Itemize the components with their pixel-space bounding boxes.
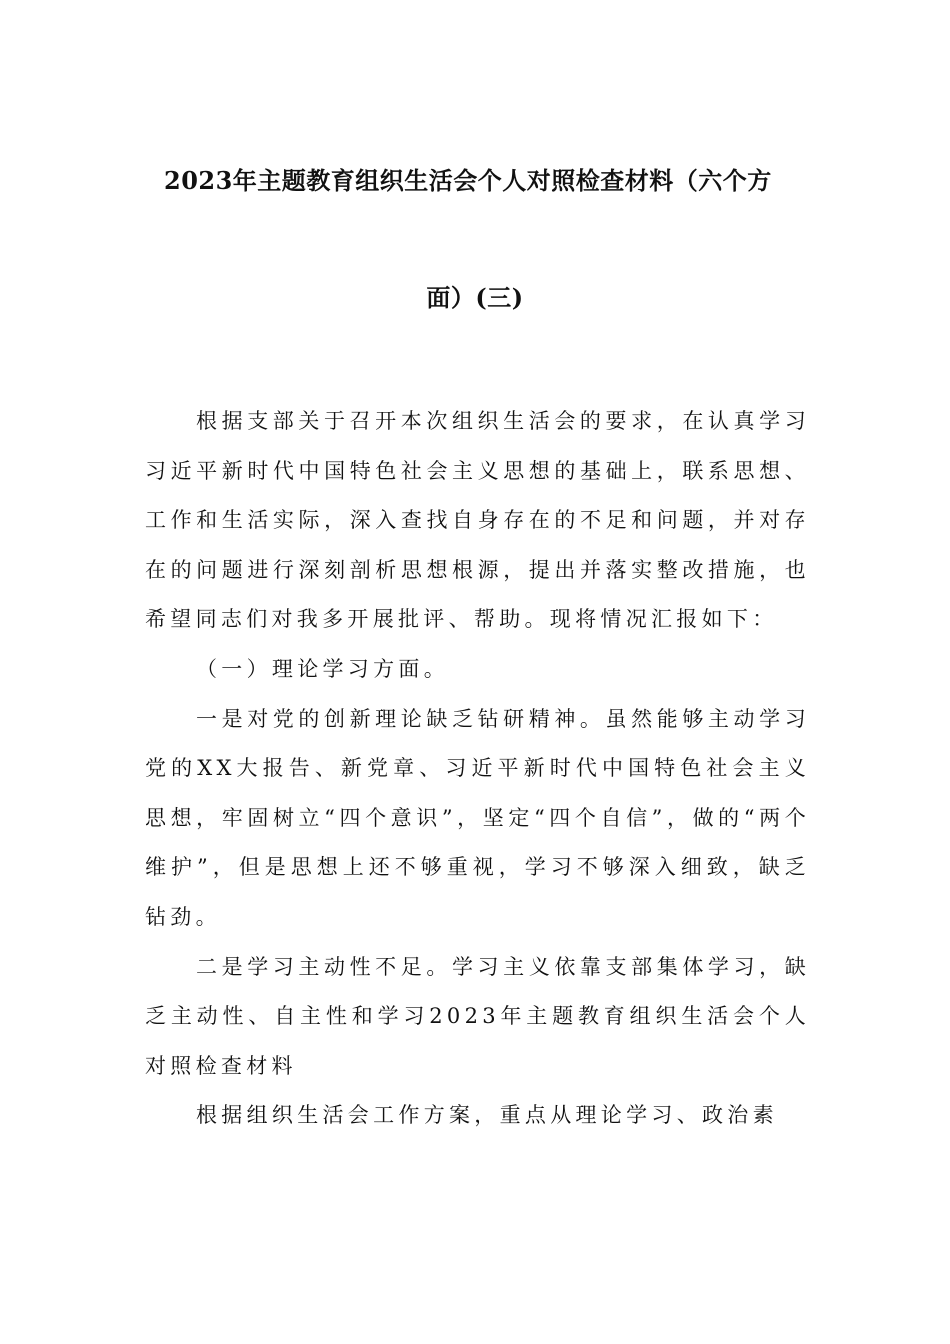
paragraph-intro: 根据支部关于召开本次组织生活会的要求，在认真学习习近平新时代中国特色社会主义思想的基础上，联系思想、工作和生活实际，深入查找自身存在的不足和问题，并对存在的问题进行深刻剖析思想根源，提出并落实整改措施，也希望同志们对我多开展批评、帮助。现将情况汇报如下：	[145, 409, 810, 632]
document-body	[145, 397, 810, 1141]
paragraph-point-two: 二是学习主动性不足。学习主义依靠支部集体学习，缺乏主动性、自主性和学习2023年主题教育组织生活会个人对照检查材料	[145, 954, 810, 1078]
paragraph-work-plan: 根据组织生活会工作方案，重点从理论学习、政治素	[196, 1103, 778, 1128]
document-title-line-2: 面）(三)	[426, 283, 524, 312]
section-heading-theory-study: （一）理论学习方面。	[196, 656, 449, 681]
document-title-line-1: 2023年主题教育组织生活会个人对照检查材料（六个方	[164, 166, 772, 195]
paragraph-point-one: 一是对党的创新理论缺乏钻研精神。虽然能够主动学习党的XX大报告、新党章、习近平新时代中国特色社会主义思想，牢固树立“四个意识”，坚定“四个自信”，做的“两个维护”，但是思想上还不够重视，学习不够深入细致，缺乏钻劲。	[145, 706, 810, 929]
